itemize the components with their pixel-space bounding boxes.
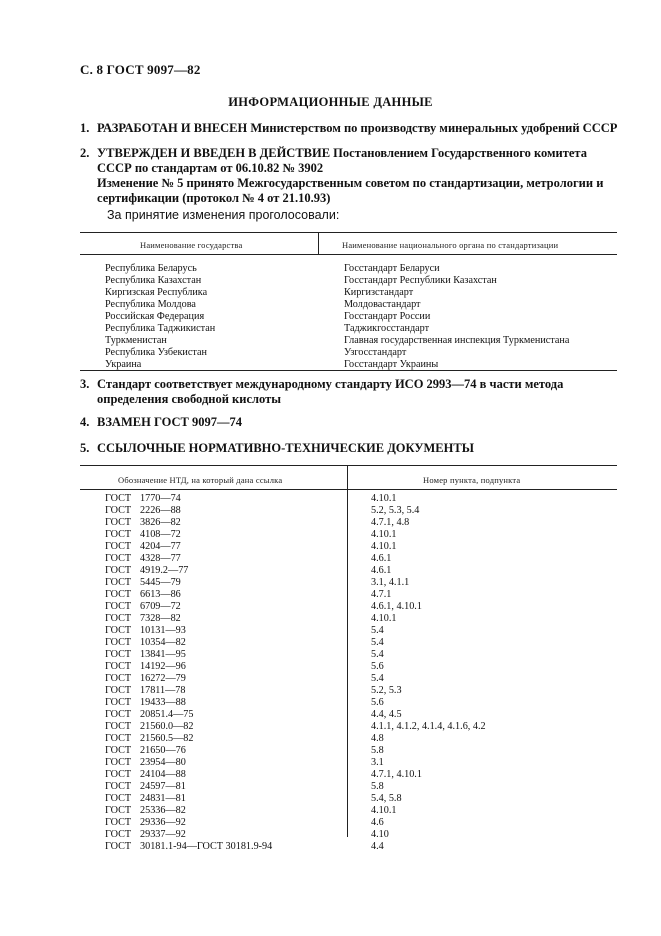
ref-number: 2226—88 — [140, 505, 181, 516]
ref-document — [105, 793, 272, 805]
table-top-rule — [80, 232, 617, 233]
ref-clause: 4.10.1 — [371, 529, 397, 540]
ref-number: 20851.4—75 — [140, 709, 194, 720]
ref-number: 5445—79 — [140, 577, 181, 588]
ref-number: 23954—80 — [140, 757, 186, 768]
ref-clause: 5.2, 5.3, 5.4 — [371, 505, 420, 516]
ref-clause: 4.6.1 — [371, 553, 392, 564]
section-number: 4. — [80, 415, 90, 429]
section-1 — [80, 121, 618, 136]
standards-bodies-list — [344, 263, 569, 371]
ref-document — [105, 829, 272, 841]
ref-clause: 5.4 — [371, 673, 384, 684]
section-3 — [80, 377, 618, 407]
standards-body-name: Молдовастандарт — [344, 299, 421, 310]
ref-prefix: ГОСТ — [105, 745, 132, 756]
ref-clause: 4.4, 4.5 — [371, 709, 402, 720]
ref-document — [105, 565, 272, 577]
ref-document — [105, 817, 272, 829]
table-bottom-rule — [80, 370, 617, 371]
ref-clause: 4.10.1 — [371, 493, 397, 504]
ref-number: 14192—96 — [140, 661, 186, 672]
refs-clause-list — [371, 493, 486, 853]
ref-prefix: ГОСТ — [105, 685, 132, 696]
ref-clause: 4.8 — [371, 733, 384, 744]
ref-prefix: ГОСТ — [105, 757, 132, 768]
ref-clause: 5.4, 5.8 — [371, 793, 402, 804]
ref-prefix: ГОСТ — [105, 781, 132, 792]
refs-header-document: Обозначение НТД, на который дана ссылка — [118, 475, 283, 485]
refs-document-list — [105, 493, 272, 853]
ref-document — [105, 769, 272, 781]
ref-clause: 4.6.1, 4.10.1 — [371, 601, 422, 612]
section-2 — [80, 146, 618, 206]
ref-number: 24831—81 — [140, 793, 186, 804]
state-name: Туркменистан — [105, 335, 167, 346]
section-text: УТВЕРЖДЕН И ВВЕДЕН В ДЕЙСТВИЕ Постановлением Государственного комитета СССР по стандартам от 06.10.82 № 3902 — [97, 146, 587, 175]
standards-body-name: Госстандарт России — [344, 311, 431, 322]
ref-document — [105, 613, 272, 625]
ref-prefix: ГОСТ — [105, 613, 132, 624]
ref-document — [105, 589, 272, 601]
standards-body-name: Главная государственная инспекция Туркменистана — [344, 335, 570, 346]
ref-number: 24597—81 — [140, 781, 186, 792]
page-header: С. 8 ГОСТ 9097—82 — [80, 62, 201, 77]
ref-prefix: ГОСТ — [105, 805, 132, 816]
ref-number: 17811—78 — [140, 685, 186, 696]
ref-number: 24104—88 — [140, 769, 186, 780]
ref-prefix: ГОСТ — [105, 829, 132, 840]
ref-document — [105, 541, 272, 553]
ref-prefix: ГОСТ — [105, 601, 132, 612]
standards-body-name: Госстандарт Беларуси — [344, 263, 440, 274]
section-number: 2. — [80, 146, 90, 160]
ref-prefix: ГОСТ — [105, 709, 132, 720]
ref-number: 6709—72 — [140, 601, 181, 612]
ref-number: 16272—79 — [140, 673, 186, 684]
states-list — [105, 263, 215, 371]
ref-clause: 4.10.1 — [371, 541, 397, 552]
state-name: Республика Узбекистан — [105, 347, 207, 358]
ref-clause: 5.6 — [371, 661, 384, 672]
ref-prefix: ГОСТ — [105, 841, 132, 852]
ref-number: 7328—82 — [140, 613, 181, 624]
ref-prefix: ГОСТ — [105, 661, 132, 672]
table-header-standards-body: Наименование национального органа по стандартизации — [342, 240, 559, 250]
ref-document — [105, 493, 272, 505]
ref-prefix: ГОСТ — [105, 553, 132, 564]
ref-prefix: ГОСТ — [105, 649, 132, 660]
state-name: Украина — [105, 359, 142, 370]
standards-body-name: Госстандарт Украины — [344, 359, 439, 370]
ref-clause: 4.6 — [371, 817, 384, 828]
state-name: Киргизская Республика — [105, 287, 208, 298]
table-header-rule — [80, 254, 617, 255]
ref-prefix: ГОСТ — [105, 793, 132, 804]
ref-number: 4204—77 — [140, 541, 181, 552]
ref-clause: 4.7.1 — [371, 589, 392, 600]
table-column-divider — [318, 232, 319, 254]
standards-body-name: Киргизстандарт — [344, 287, 414, 298]
ref-number: 6613—86 — [140, 589, 181, 600]
ref-document — [105, 661, 272, 673]
ref-number: 10131—93 — [140, 625, 186, 636]
ref-prefix: ГОСТ — [105, 565, 132, 576]
ref-number: 3826—82 — [140, 517, 181, 528]
ref-clause: 4.7.1, 4.10.1 — [371, 769, 422, 780]
ref-prefix: ГОСТ — [105, 541, 132, 552]
section-number: 5. — [80, 441, 90, 455]
ref-document — [105, 637, 272, 649]
ref-clause: 5.4 — [371, 649, 384, 660]
ref-prefix: ГОСТ — [105, 589, 132, 600]
ref-document — [105, 745, 272, 757]
section-5 — [80, 441, 618, 456]
ref-document — [105, 697, 272, 709]
state-name: Республика Беларусь — [105, 263, 197, 274]
state-name: Республика Казахстан — [105, 275, 202, 286]
section-number: 3. — [80, 377, 90, 391]
ref-document — [105, 529, 272, 541]
refs-table-column-divider — [347, 465, 348, 837]
section-number: 1. — [80, 121, 90, 135]
ref-number: 21650—76 — [140, 745, 186, 756]
section-text: ВЗАМЕН ГОСТ 9097—74 — [97, 415, 242, 429]
section-text: РАЗРАБОТАН И ВНЕСЕН Министерством по производству минеральных удобрений СССР — [97, 121, 618, 135]
ref-clause: 5.4 — [371, 637, 384, 648]
ref-document — [105, 577, 272, 589]
ref-prefix: ГОСТ — [105, 673, 132, 684]
ref-number: 10354—82 — [140, 637, 186, 648]
ref-document — [105, 805, 272, 817]
refs-table-top-rule — [80, 465, 617, 466]
ref-document — [105, 733, 272, 745]
ref-clause: 5.8 — [371, 781, 384, 792]
table-header-state: Наименование государства — [140, 240, 243, 250]
ref-number: 29336—92 — [140, 817, 186, 828]
state-name: Республика Таджикистан — [105, 323, 216, 334]
ref-prefix: ГОСТ — [105, 529, 132, 540]
ref-clause: 4.6.1 — [371, 565, 392, 576]
refs-header-clause: Номер пункта, подпункта — [423, 475, 521, 485]
ref-document — [105, 601, 272, 613]
ref-number: 1770—74 — [140, 493, 181, 504]
ref-clause: 5.4 — [371, 625, 384, 636]
ref-prefix: ГОСТ — [105, 505, 132, 516]
ref-document — [105, 781, 272, 793]
ref-clause: 4.10.1 — [371, 613, 397, 624]
ref-number: 19433—88 — [140, 697, 186, 708]
section-change-note: Изменение № 5 принято Межгосударственным советом по стандартизации, метрологии и сертификации (протокол № 4 от 21.10.93) — [97, 176, 604, 205]
ref-prefix: ГОСТ — [105, 721, 132, 732]
section-text: ССЫЛОЧНЫЕ НОРМАТИВНО-ТЕХНИЧЕСКИЕ ДОКУМЕНТЫ — [97, 441, 474, 455]
ref-number: 4328—77 — [140, 553, 181, 564]
page-title: ИНФОРМАЦИОННЫЕ ДАННЫЕ — [228, 95, 433, 109]
ref-document — [105, 649, 272, 661]
ref-prefix: ГОСТ — [105, 517, 132, 528]
ref-document — [105, 625, 272, 637]
standards-body-name: Таджикгосстандарт — [344, 323, 430, 334]
ref-prefix: ГОСТ — [105, 733, 132, 744]
ref-clause: 5.8 — [371, 745, 384, 756]
ref-document — [105, 841, 272, 853]
ref-document — [105, 721, 272, 733]
ref-document — [105, 685, 272, 697]
ref-clause: 5.6 — [371, 697, 384, 708]
standards-body-name: Госстандарт Республики Казахстан — [344, 275, 497, 286]
ref-number: 29337—92 — [140, 829, 186, 840]
voted-caption: За принятие изменения проголосовали: — [107, 208, 340, 222]
section-text: Стандарт соответствует международному стандарту ИСО 2993—74 в части метода определения свободной кислоты — [97, 377, 564, 406]
ref-document — [105, 757, 272, 769]
ref-clause: 4.10 — [371, 829, 389, 840]
state-name: Российская Федерация — [105, 311, 205, 322]
ref-clause: 3.1, 4.1.1 — [371, 577, 410, 588]
ref-number: 13841—95 — [140, 649, 186, 660]
state-name: Республика Молдова — [105, 299, 196, 310]
ref-document — [105, 709, 272, 721]
ref-document — [105, 517, 272, 529]
ref-number: 25336—82 — [140, 805, 186, 816]
ref-prefix: ГОСТ — [105, 769, 132, 780]
ref-number: 30181.1-94—ГОСТ 30181.9-94 — [140, 841, 273, 852]
ref-prefix: ГОСТ — [105, 577, 132, 588]
ref-number: 4919.2—77 — [140, 565, 189, 576]
ref-number: 4108—72 — [140, 529, 181, 540]
ref-prefix: ГОСТ — [105, 817, 132, 828]
ref-document — [105, 553, 272, 565]
ref-clause: 4.7.1, 4.8 — [371, 517, 410, 528]
ref-number: 21560.0—82 — [140, 721, 194, 732]
ref-prefix: ГОСТ — [105, 637, 132, 648]
refs-table-header-rule — [80, 489, 617, 490]
ref-clause: 4.10.1 — [371, 805, 397, 816]
section-4 — [80, 415, 618, 430]
ref-prefix: ГОСТ — [105, 625, 132, 636]
ref-clause: 5.2, 5.3 — [371, 685, 402, 696]
ref-prefix: ГОСТ — [105, 493, 132, 504]
ref-clause: 4.4 — [371, 841, 384, 852]
ref-clause: 3.1 — [371, 757, 384, 768]
standards-body-name: Узгосстандарт — [344, 347, 407, 358]
ref-document — [105, 505, 272, 517]
ref-clause: 4.1.1, 4.1.2, 4.1.4, 4.1.6, 4.2 — [371, 721, 486, 732]
ref-number: 21560.5—82 — [140, 733, 194, 744]
ref-document — [105, 673, 272, 685]
ref-prefix: ГОСТ — [105, 697, 132, 708]
